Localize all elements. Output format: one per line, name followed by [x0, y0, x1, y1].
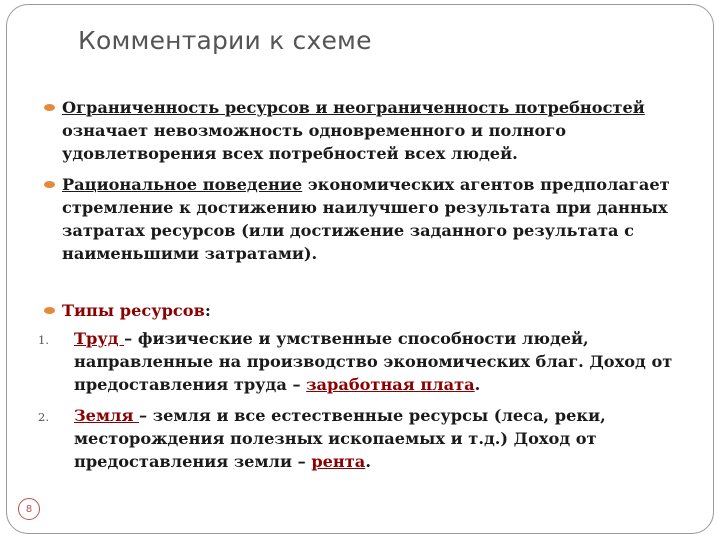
bullet-item-rational	[42, 173, 682, 265]
bullet-dot-icon	[44, 307, 55, 314]
scarcity-term: Ограниченность ресурсов и неограниченность потребностей	[62, 98, 645, 117]
land-end: .	[365, 452, 371, 471]
labor-income: заработная плата	[306, 375, 475, 394]
list-number: 2.	[38, 410, 49, 424]
slide-title: Комментарии к схеме	[78, 26, 372, 55]
labor-end: .	[474, 375, 481, 394]
bullet-dot-icon	[44, 104, 55, 111]
land-income: рента	[311, 452, 366, 471]
labor-term: Труд	[74, 329, 125, 348]
bullet-item-resource-types	[42, 299, 682, 322]
labor-text: – физические и умственные способности людей, направленные на производство экономических благ. Доход от предоставления труда –	[74, 329, 673, 394]
rational-text: экономических агентов предполагает стремление к достижению наилучшего результата при данных затратах ресурсов (или достижение заданного результата с наименьшими затратами).	[62, 175, 670, 263]
list-number: 1.	[38, 333, 49, 347]
scarcity-text: означает невозможность одновременного и полного удовлетворения всех потребностей всех людей.	[62, 121, 567, 163]
resource-types-colon: :	[204, 301, 211, 320]
bullet-dot-icon	[44, 181, 55, 188]
resource-item-land	[38, 404, 682, 473]
rational-term: Рациональное поведение	[62, 175, 303, 194]
slide-number-badge: 8	[18, 498, 40, 520]
resource-item-labor	[38, 327, 682, 396]
resource-types-heading: Типы ресурсов	[62, 301, 205, 320]
slide-content	[38, 96, 682, 473]
land-text: – земля и все естественные ресурсы (леса, реки, месторождения полезных ископаемых и т.д.) Доход от предоставления земли –	[74, 406, 606, 471]
bullet-item-scarcity	[42, 96, 682, 165]
land-term: Земля	[74, 406, 140, 425]
